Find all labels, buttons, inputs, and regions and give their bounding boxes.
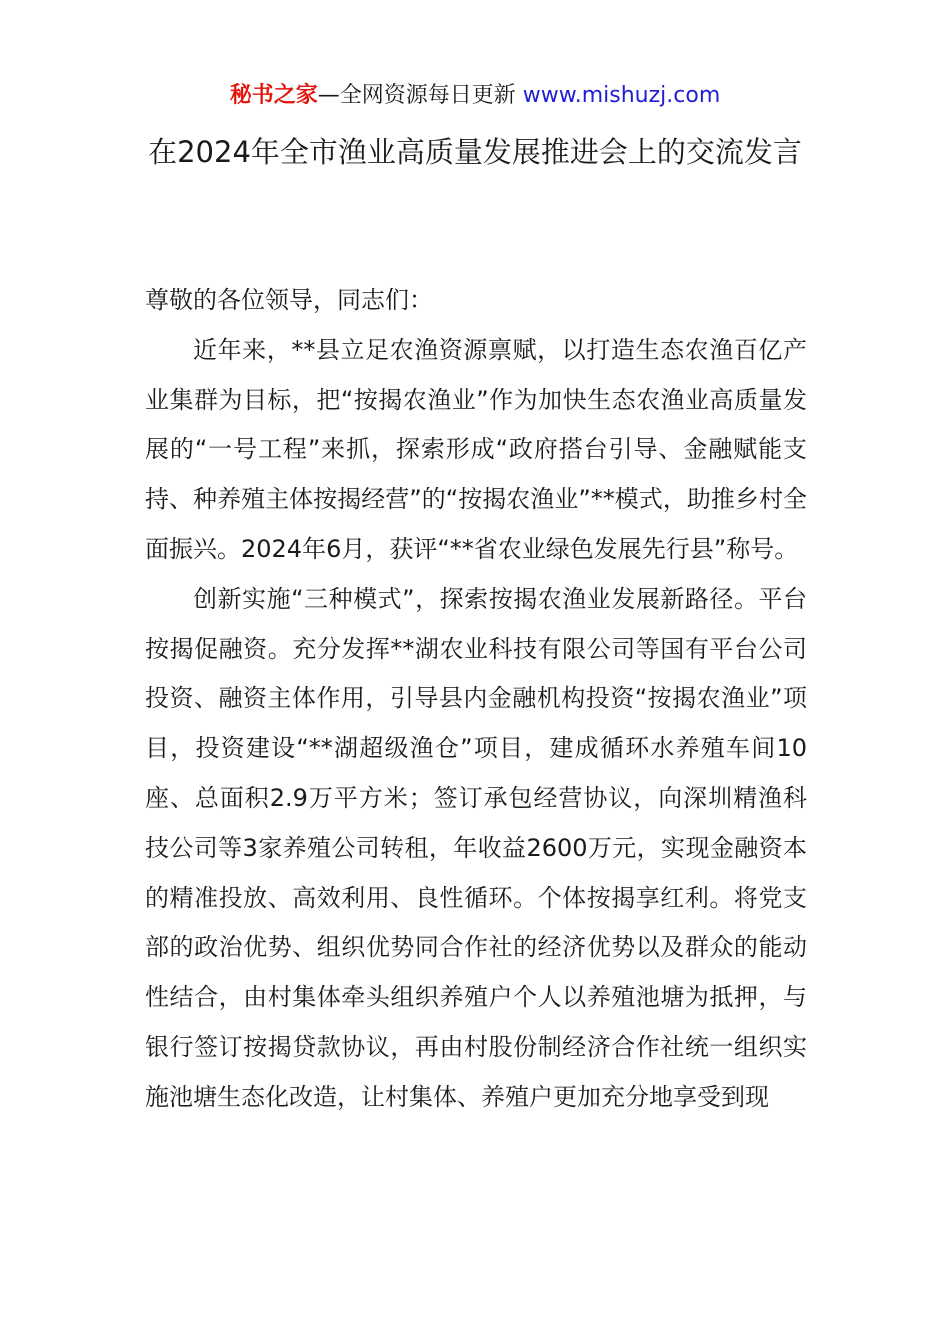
document-body xyxy=(145,276,807,1123)
site-brand: 秘书之家 xyxy=(229,83,318,108)
site-url-link[interactable]: www.mishuzj.com xyxy=(522,83,721,108)
document-title: 在2024年全市渔业高质量发展推进会上的交流发言 xyxy=(148,135,802,169)
salutation: 尊敬的各位领导，同志们： xyxy=(145,286,433,314)
site-header xyxy=(0,80,950,112)
paragraph: 创新实施“三种模式”，探索按揭农渔业发展新路径。平台按揭促融资。充分发挥**湖农业科技有限公司等国有平台公司投资、融资主体作用，引导县内金融机构投资“按揭农渔业”项目，投资建设“**湖超级渔仓”项目，建成循环水养殖车间10座、总面积2.9万平方米；签订承包经营协议，向深圳精渔科技公司等3家养殖公司转租，年收益2600万元，实现金融资本的精准投放、高效利用、良性循环。个体按揭享红利。将党支部的政治优势、组织优势同合作社的经济优势以及群众的能动性结合，由村集体牵头组织养殖户个人以养殖池塘为抵押，与银行签订按揭贷款协议，再由村股份制经济合作社统一组织实施池塘生态化改造，让村集体、养殖户更加充分地享受到现 xyxy=(145,584,807,1111)
site-tagline: —全网资源每日更新 xyxy=(317,83,523,108)
paragraph: 近年来，**县立足农渔资源禀赋，以打造生态农渔百亿产业集群为目标，把“按揭农渔业”作为加快生态农渔业高质量发展的“一号工程”来抓，探索形成“政府搭台引导、金融赋能支持、种养殖主体按揭经营”的“按揭农渔业”**模式，助推乡村全面振兴。2024年6月，获评“**省农业绿色发展先行县”称号。 xyxy=(145,335,807,563)
